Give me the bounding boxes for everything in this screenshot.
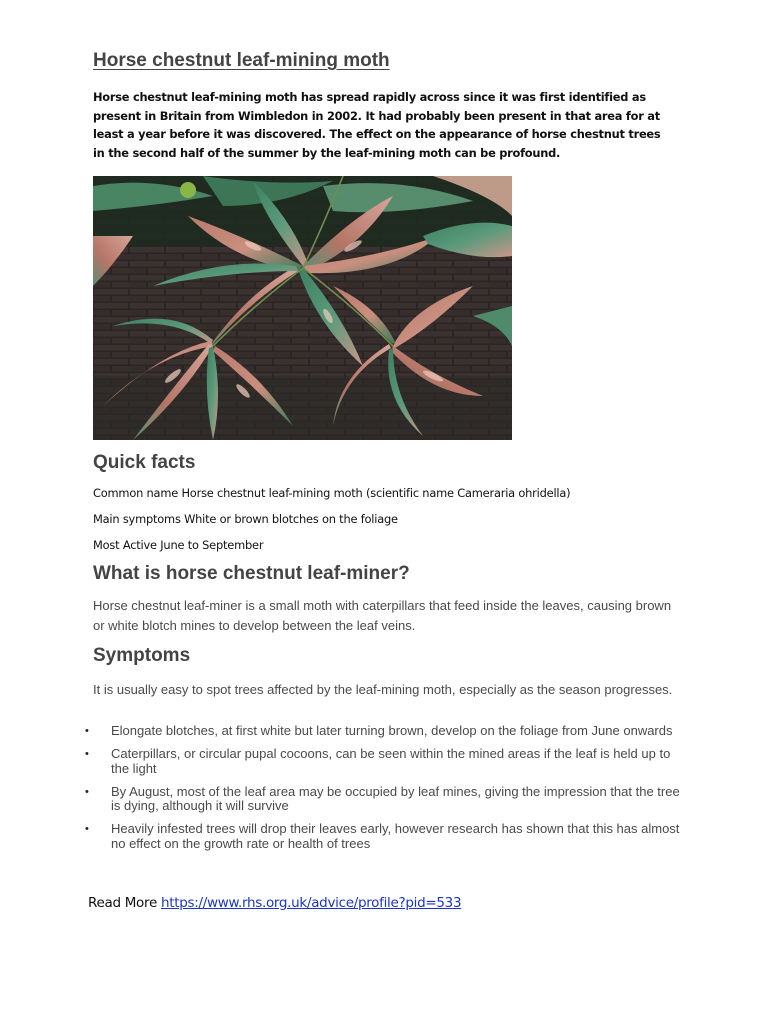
bullet-dot: •: [85, 823, 89, 835]
list-item: • Caterpillars, or circular pupal cocoons, can be seen within the mined areas if the leaf is held up to the light: [85, 746, 671, 776]
quick-facts-heading: Quick facts: [93, 452, 196, 473]
read-more-label: Read More: [88, 895, 157, 911]
list-item: • Elongate blotches, at first white but later turning brown, develop on the foliage from June onwards: [85, 723, 673, 738]
leaf-photo: [93, 176, 512, 440]
intro-paragraph: Horse chestnut leaf-mining moth has spread rapidly across since it was first identified as present in Britain from Wimbledon in 2002. It had probably been present in that area for at least a year before it was discovered. The effect on the appearance of horse chestnut trees in the second half of the summer by the leaf-mining moth can be profound.: [93, 90, 661, 160]
bullet-dot: •: [85, 785, 89, 798]
what-is-paragraph: Horse chestnut leaf-miner is a small moth with caterpillars that feed inside the leaves, causing brown or white blotch mines to develop between the leaf veins.: [93, 598, 672, 633]
list-item: • Heavily infested trees will drop their leaves early, however research has shown that this has almost no effect on the growth rate or health of trees: [85, 821, 680, 851]
list-item: • By August, most of the leaf area may be occupied by leaf mines, giving the impression that the tree is dying, although it will survive: [85, 783, 680, 813]
fact-common-name: Common name Horse chestnut leaf-mining moth (scientific name Cameraria ohridella): [93, 486, 571, 500]
symptoms-list: [85, 723, 683, 860]
fact-most-active: Most Active June to September: [93, 538, 264, 552]
symptoms-paragraph: It is usually easy to spot trees affected by the leaf-mining moth, especially as the season progresses.: [93, 682, 673, 697]
what-is-heading: What is horse chestnut leaf-miner?: [93, 563, 410, 584]
page-title: Horse chestnut leaf-mining moth: [93, 50, 390, 71]
bullet-dot: •: [85, 725, 89, 737]
fact-main-symptoms: Main symptoms White or brown blotches on the foliage: [93, 512, 398, 526]
read-more-link[interactable]: https://www.rhs.org.uk/advice/profile?pid=533: [160, 895, 462, 911]
read-more-line: [88, 895, 461, 911]
symptoms-heading: Symptoms: [93, 645, 191, 666]
bullet-dot: •: [85, 748, 89, 760]
